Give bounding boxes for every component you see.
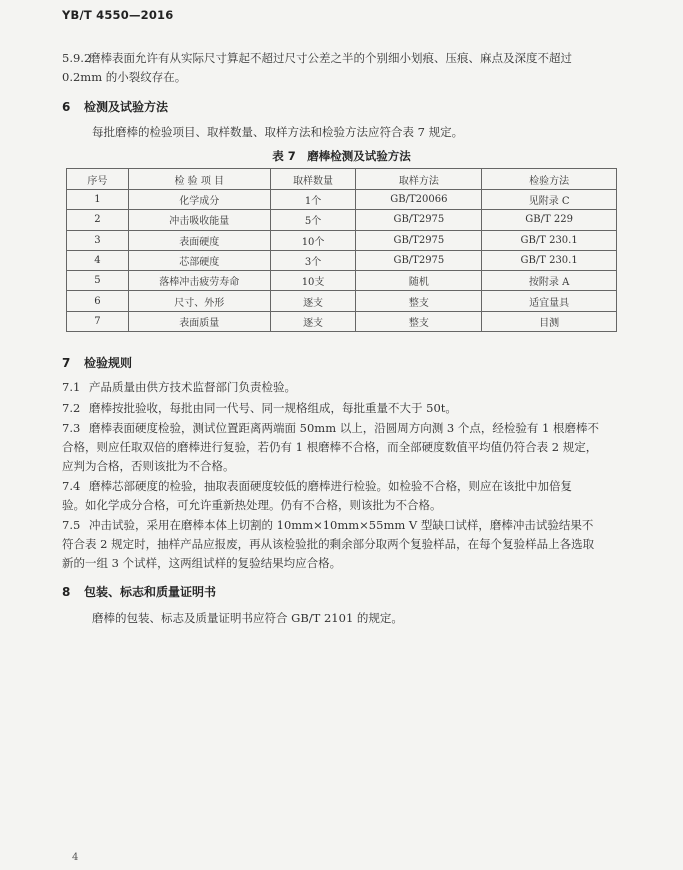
table-cell: 目测 [482, 311, 617, 331]
table-cell: 尺寸、外形 [128, 291, 270, 311]
clause-number: 7.4 [62, 479, 81, 493]
table-cell: 落棒冲击疲劳寿命 [128, 271, 270, 291]
clause-7-5-line3: 新的一组 3 个试样，这两组试样的复验结果均应合格。 [62, 556, 342, 570]
table-cell: 5 [67, 271, 129, 291]
standard-code: YB/T 4550—2016 [62, 8, 174, 22]
clause-7-4-line2: 验。如化学成分合格，可允许重新热处理。仍有不合格，则该批为不合格。 [62, 498, 442, 512]
clause-7-3 [62, 419, 599, 438]
table-cell: 3个 [270, 250, 356, 270]
section-title: 包装、标志和质量证明书 [84, 585, 217, 599]
clause-7-3-line3: 应判为合格，否则该批为不合格。 [62, 459, 235, 473]
clause-number: 7.5 [62, 518, 81, 532]
table-row [67, 311, 617, 331]
section-6-body: 每批磨棒的检验项目、取样数量、取样方法和检验方法应符合表 7 规定。 [92, 125, 464, 139]
table-cell: GB/T 229 [482, 210, 617, 230]
section-number: 8 [62, 585, 71, 599]
table-row [67, 250, 617, 270]
inspection-table [66, 168, 617, 332]
clause-number: 7.2 [62, 401, 81, 415]
clause-5-9-2 [62, 49, 572, 68]
table-cell: 按附录 A [482, 271, 617, 291]
table-cell: 适宜量具 [482, 291, 617, 311]
table-cell: 6 [67, 291, 129, 311]
table-cell: 表面质量 [128, 311, 270, 331]
section-title: 检验规则 [84, 356, 133, 370]
clause-7-5 [62, 516, 593, 535]
table-cell: 4 [67, 250, 129, 270]
section-number: 7 [62, 356, 71, 370]
table-cell: 化学成分 [128, 190, 270, 210]
table-cell: GB/T2975 [356, 230, 482, 250]
clause-7-3-line2: 合格，则应任取双倍的磨棒进行复验，若仍有 1 根磨棒不合格，而全部硬度数值平均值仍符合表 2 规定， [62, 440, 598, 454]
table-cell: 冲击吸收能量 [128, 210, 270, 230]
clause-number: 5.9.2 [62, 51, 92, 65]
table-row [67, 230, 617, 250]
clause-7-4 [62, 477, 572, 496]
clause-text-line: 产品质量由供方技术监督部门负责检验。 [89, 380, 296, 394]
col-header: 检 验 项 目 [128, 169, 270, 190]
table-cell: GB/T2975 [356, 250, 482, 270]
section-7-heading [62, 354, 132, 371]
clause-7-1 [62, 378, 296, 397]
table-header-row [67, 169, 617, 190]
table-row [67, 190, 617, 210]
table-cell: 10支 [270, 271, 356, 291]
table-cell: 芯部硬度 [128, 250, 270, 270]
table-caption: 表 7 磨棒检测及试验方法 [272, 149, 411, 163]
clause-number: 7.3 [62, 421, 81, 435]
section-number: 6 [62, 100, 71, 114]
clause-text-line: 冲击试验，采用在磨棒本体上切割的 10mm×10mm×55mm V 型缺口试样，磨棒冲击试验结果不 [89, 518, 594, 532]
section-title: 检测及试验方法 [84, 100, 169, 114]
table-cell: 1个 [270, 190, 356, 210]
table-cell: 整支 [356, 311, 482, 331]
table-cell: 随机 [356, 271, 482, 291]
table-cell: GB/T2975 [356, 210, 482, 230]
col-header: 检验方法 [482, 169, 617, 190]
table-row [67, 291, 617, 311]
clause-text-line: 磨棒按批验收，每批由同一代号、同一规格组成，每批重量不大于 50t。 [89, 401, 457, 415]
page-number: 4 [72, 852, 79, 863]
table-cell: GB/T 230.1 [482, 250, 617, 270]
table-cell: 逐支 [270, 291, 356, 311]
table-cell: 表面硬度 [128, 230, 270, 250]
table-row [67, 271, 617, 291]
table-cell: 7 [67, 311, 129, 331]
section-6-heading [62, 98, 168, 115]
table-cell: 10个 [270, 230, 356, 250]
table-cell: 3 [67, 230, 129, 250]
table-cell: 逐支 [270, 311, 356, 331]
table-cell: GB/T 230.1 [482, 230, 617, 250]
table-cell: 5个 [270, 210, 356, 230]
section-8-heading [62, 583, 216, 600]
col-header: 取样数量 [270, 169, 356, 190]
table-cell: 见附录 C [482, 190, 617, 210]
clause-number: 7.1 [62, 380, 81, 394]
table-cell: 2 [67, 210, 129, 230]
table-cell: GB/T20066 [356, 190, 482, 210]
table-cell: 整支 [356, 291, 482, 311]
clause-text-line: 磨棒表面硬度检验，测试位置距离两端面 50mm 以上，沿圆周方向测 3 个点，经检验有 1 根磨棒不 [89, 421, 600, 435]
section-8-body: 磨棒的包装、标志及质量证明书应符合 GB/T 2101 的规定。 [92, 611, 403, 625]
clause-7-2 [62, 399, 457, 418]
clause-5-9-2-continued: 0.2mm 的小裂纹存在。 [62, 70, 187, 84]
clause-7-5-line2: 符合表 2 规定时，抽样产品应报废，再从该检验批的剩余部分取两个复验样品，在每个复验样品上各选取 [62, 537, 595, 551]
table-cell: 1 [67, 190, 129, 210]
clause-text-line: 磨棒表面允许有从实际尺寸算起不超过尺寸公差之半的个别细小划痕、压痕、麻点及深度不超过 [89, 51, 572, 65]
clause-text-line: 磨棒芯部硬度的检验，抽取表面硬度较低的磨棒进行检验。如检验不合格，则应在该批中加倍复 [89, 479, 572, 493]
table-row [67, 210, 617, 230]
col-header: 取样方法 [356, 169, 482, 190]
col-header: 序号 [67, 169, 129, 190]
